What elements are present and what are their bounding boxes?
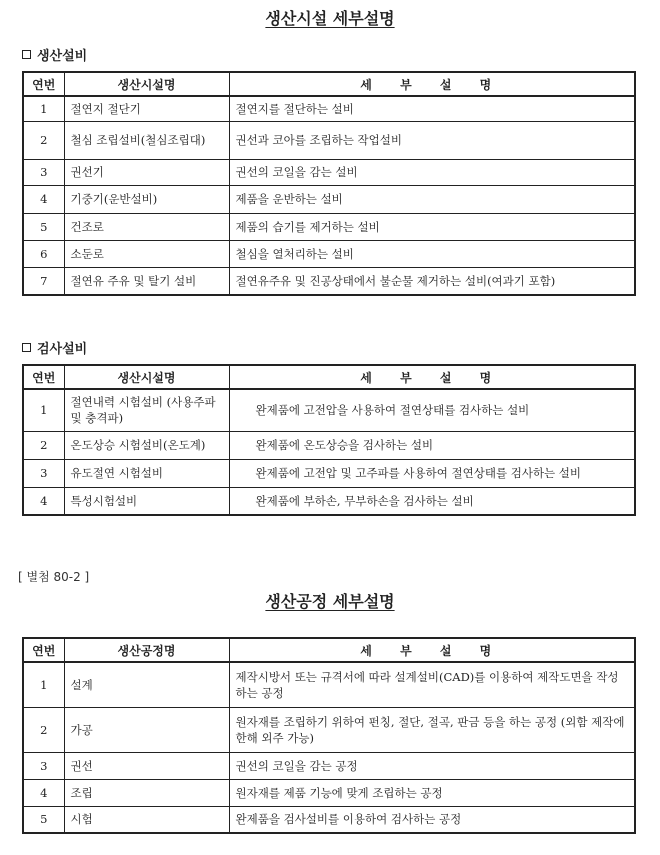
table-row: [23, 96, 635, 121]
table-row: [23, 240, 635, 267]
row-detail: 제품의 습기를 제거하는 설비: [229, 213, 635, 240]
table-row: [23, 389, 635, 431]
row-no: 4: [23, 487, 64, 515]
table-row: [23, 431, 635, 459]
attachment-label: [ 별첨 80-2 ]: [18, 570, 90, 584]
table-row: [23, 121, 635, 159]
row-no: 3: [23, 159, 64, 185]
table-row: [23, 159, 635, 185]
table-row: [23, 752, 635, 779]
row-detail: 권선의 코일을 감는 공정: [229, 752, 635, 779]
row-no: 2: [23, 707, 64, 752]
row-detail: 제품을 운반하는 설비: [229, 185, 635, 213]
row-name: 절연내력 시험설비 (사용주파 및 충격파): [64, 389, 229, 431]
section-label: 검사설비: [37, 342, 88, 357]
row-no: 1: [23, 662, 64, 707]
row-no: 7: [23, 267, 64, 295]
table-header-row: [23, 72, 635, 96]
page-title: 생산시설 세부설명: [265, 9, 395, 28]
row-detail: 철심을 열처리하는 설비: [229, 240, 635, 267]
row-no: 4: [23, 185, 64, 213]
row-no: 6: [23, 240, 64, 267]
row-name: 온도상승 시험설비(온도계): [64, 431, 229, 459]
row-no: 2: [23, 121, 64, 159]
row-no: 3: [23, 459, 64, 487]
table-row: [23, 707, 635, 752]
row-no: 2: [23, 431, 64, 459]
square-bullet-icon: [22, 50, 31, 59]
page-title-process: 생산공정 세부설명: [265, 592, 395, 611]
header-name: 생산시설명: [64, 365, 229, 389]
row-name: 소둔로: [64, 240, 229, 267]
row-name: 설계: [64, 662, 229, 707]
row-detail: 권선과 코아를 조립하는 작업설비: [229, 121, 635, 159]
row-detail: 완제품에 고전압을 사용하여 절연상태를 검사하는 설비: [229, 389, 635, 431]
row-name: 가공: [64, 707, 229, 752]
header-detail: 세 부 설 명: [229, 365, 635, 389]
row-no: 3: [23, 752, 64, 779]
row-detail: 제작시방서 또는 규격서에 따라 설계설비(CAD)를 이용하여 제작도면을 작성하는 공정: [229, 662, 635, 707]
row-name: 권선기: [64, 159, 229, 185]
row-detail: 원자재를 조립하기 위하여 펀칭, 절단, 절곡, 판금 등을 하는 공정 (외함 제작에 한해 외주 가능): [229, 707, 635, 752]
header-detail: 세 부 설 명: [229, 638, 635, 662]
header-no: 연번: [23, 365, 64, 389]
square-bullet-icon: [22, 343, 31, 352]
table-header-row: [23, 365, 635, 389]
header-no: 연번: [23, 72, 64, 96]
row-no: 1: [23, 96, 64, 121]
header-no: 연번: [23, 638, 64, 662]
row-detail: 절연유주유 및 진공상태에서 불순물 제거하는 설비(여과기 포함): [229, 267, 635, 295]
table-row: [23, 267, 635, 295]
table-row: [23, 662, 635, 707]
table-row: [23, 213, 635, 240]
table-row: [23, 487, 635, 515]
row-name: 시험: [64, 806, 229, 833]
table-header-row: [23, 638, 635, 662]
row-detail: 완제품에 온도상승을 검사하는 설비: [229, 431, 635, 459]
row-detail: 원자재를 제품 기능에 맞게 조립하는 공정: [229, 779, 635, 806]
row-no: 5: [23, 806, 64, 833]
row-detail: 완제품에 부하손, 무부하손을 검사하는 설비: [229, 487, 635, 515]
row-no: 5: [23, 213, 64, 240]
header-name: 생산시설명: [64, 72, 229, 96]
table-row: [23, 185, 635, 213]
row-name: 절연지 절단기: [64, 96, 229, 121]
row-name: 절연유 주유 및 탈기 설비: [64, 267, 229, 295]
table-row: [23, 806, 635, 833]
row-name: 특성시험설비: [64, 487, 229, 515]
row-detail: 완제품에 고전압 및 고주파를 사용하여 절연상태를 검사하는 설비: [229, 459, 635, 487]
row-name: 권선: [64, 752, 229, 779]
section-label: 생산설비: [37, 49, 88, 64]
row-name: 건조로: [64, 213, 229, 240]
row-name: 유도절연 시험설비: [64, 459, 229, 487]
section-heading-production: [22, 45, 87, 64]
table-row: [23, 779, 635, 806]
section-heading-inspection: [22, 338, 87, 357]
header-detail: 세 부 설 명: [229, 72, 635, 96]
table-row: [23, 459, 635, 487]
row-name: 철심 조립설비(철심조립대): [64, 121, 229, 159]
row-name: 기중기(운반설비): [64, 185, 229, 213]
row-no: 4: [23, 779, 64, 806]
row-detail: 절연지를 절단하는 설비: [229, 96, 635, 121]
header-name: 생산공정명: [64, 638, 229, 662]
row-detail: 완제품을 검사설비를 이용하여 검사하는 공정: [229, 806, 635, 833]
row-no: 1: [23, 389, 64, 431]
row-detail: 권선의 코일을 감는 설비: [229, 159, 635, 185]
inspection-equipment-table: [22, 364, 636, 516]
row-name: 조립: [64, 779, 229, 806]
production-process-table: [22, 637, 636, 834]
production-equipment-table: [22, 71, 636, 296]
